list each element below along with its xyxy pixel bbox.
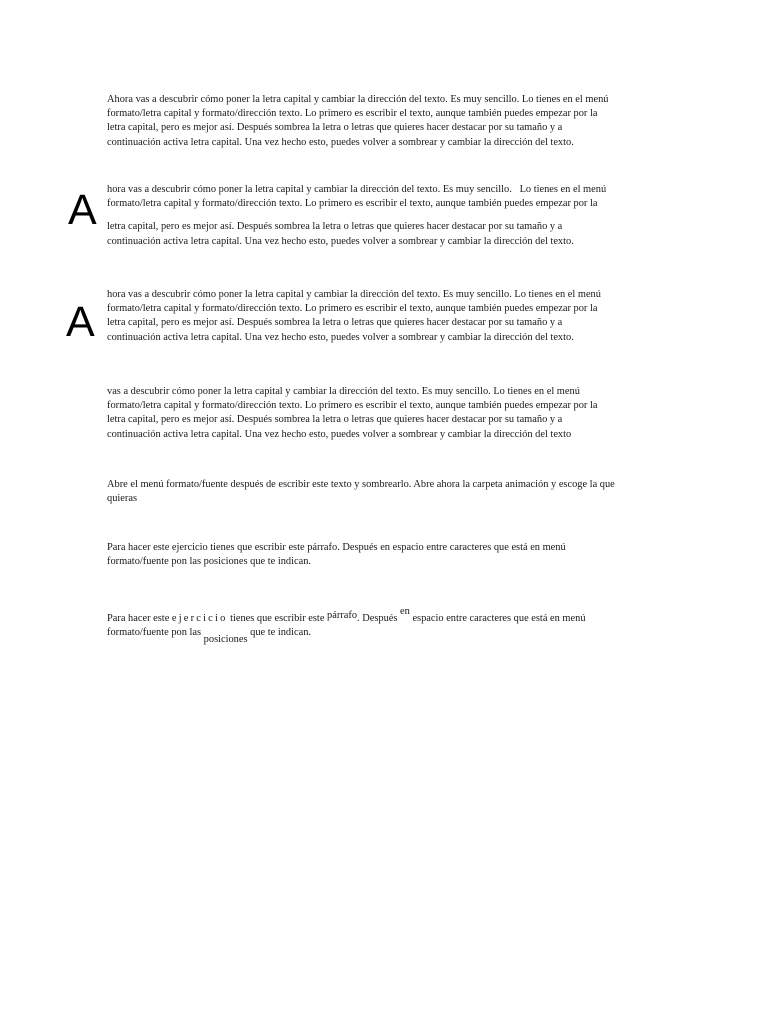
paragraph-exercise-formatted	[107, 606, 663, 646]
text-span: formato/fuente pon las	[107, 627, 204, 639]
text-line: formato/letra capital y formato/dirección texto. Lo primero es escribir el texto, aunque también puedes empezar por la	[107, 303, 598, 315]
text-line: formato/letra capital y formato/dirección texto. Lo primero es escribir el texto, aunque también puedes empezar por la	[107, 198, 598, 210]
text-line: vas a descubrir cómo poner la letra capital y cambiar la dirección del texto. Es muy sencillo. Lo tienes en el menú	[107, 386, 580, 397]
drop-cap-letter: A	[66, 298, 95, 346]
paragraph-exercise	[107, 541, 663, 569]
text-line: letra capital, pero es mejor así. Después sombrea la letra o letras que quieres hacer destacar por su tamaño y a	[107, 414, 563, 426]
text-span: espacio entre caracteres que está en menú	[409, 613, 586, 624]
text-line: formato/letra capital y formato/dirección texto. Lo primero es escribir el texto, aunque también puedes empezar por la	[107, 400, 598, 412]
text-line: Ahora vas a descubrir cómo poner la letra capital y cambiar la dirección del texto. Es muy sencillo. Lo tienes en el menú	[107, 94, 609, 105]
drop-cap-letter: A	[68, 186, 97, 234]
text-line	[107, 626, 663, 646]
spaced-word: ejercicio	[171, 613, 228, 624]
text-line: letra capital, pero es mejor así. Después sombrea la letra o letras que quieres hacer destacar por su tamaño y a	[107, 221, 563, 233]
text-line: hora vas a descubrir cómo poner la letra capital y cambiar la dirección del texto. Es muy sencillo. Lo tienes en el menú	[107, 289, 601, 300]
text-line: continuación activa letra capital. Una vez hecho esto, puedes volver a sombrear y cambiar la dirección del texto.	[107, 136, 574, 148]
paragraph-no-cap	[107, 385, 663, 442]
text-line: Para hacer este ejercicio tienes que escribir este párrafo. Después en espacio entre caracteres que está en menú	[107, 542, 566, 553]
paragraph-drop-cap-1	[107, 183, 663, 249]
paragraph-animation	[107, 478, 663, 506]
text-line: formato/letra capital y formato/dirección texto. Lo primero es escribir el texto, aunque también puedes empezar por la	[107, 108, 598, 120]
text-span: tienes que escribir este	[227, 613, 328, 624]
raised-word: párrafo	[327, 610, 358, 621]
text-line: letra capital, pero es mejor así. Después sombrea la letra o letras que quieres hacer destacar por su tamaño y a	[107, 317, 563, 329]
text-line: formato/fuente pon las posiciones que te indican.	[107, 556, 312, 568]
text-line: continuación activa letra capital. Una vez hecho esto, puedes volver a sombrear y cambiar la dirección del texto	[107, 428, 572, 440]
text-line: continuación activa letra capital. Una vez hecho esto, puedes volver a sombrear y cambiar la dirección del texto.	[107, 331, 574, 343]
lowered-word: posiciones	[203, 634, 248, 646]
raised-word: en	[400, 606, 410, 617]
text-span: . Después	[357, 613, 401, 624]
text-line: Abre el menú formato/fuente después de escribir este texto y sombrearlo. Abre ahora la carpeta animación y escoge la que	[107, 479, 615, 490]
text-span: Para hacer este	[107, 613, 172, 624]
text-span: que te indican.	[247, 627, 312, 639]
text-line: letra capital, pero es mejor así. Después sombrea la letra o letras que quieres hacer destacar por su tamaño y a	[107, 122, 563, 134]
text-line: quieras	[107, 493, 138, 505]
text-line: continuación activa letra capital. Una vez hecho esto, puedes volver a sombrear y cambiar la dirección del texto.	[107, 235, 574, 247]
text-line	[107, 606, 663, 626]
paragraph-intro	[107, 93, 663, 150]
paragraph-drop-cap-2	[107, 288, 663, 345]
text-line: hora vas a descubrir cómo poner la letra capital y cambiar la dirección del texto. Es muy sencillo. Lo tienes en el menú	[107, 184, 607, 195]
